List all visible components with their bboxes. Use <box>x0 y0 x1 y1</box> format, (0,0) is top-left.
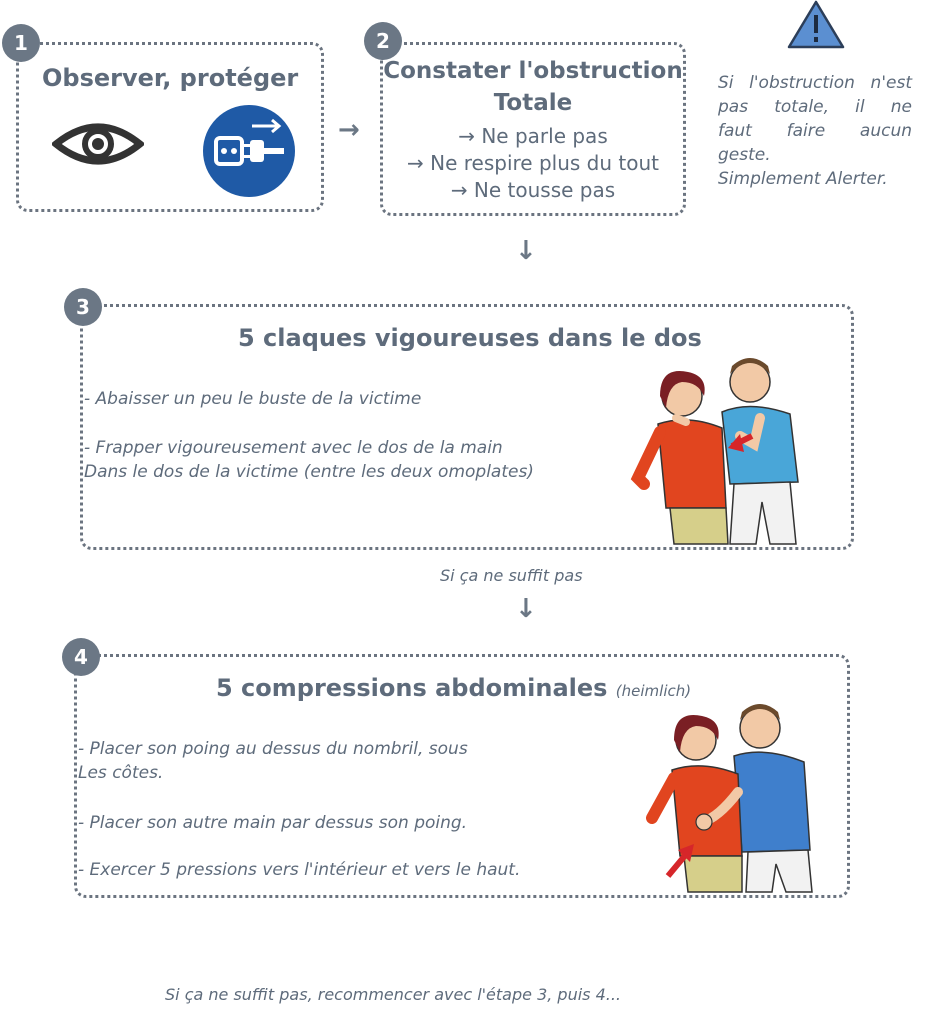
unplug-icon <box>202 104 296 198</box>
step3-instr-2b: Dans le dos de la victime (entre les deux omoplates) <box>84 462 534 482</box>
step2-badge: 2 <box>364 22 402 60</box>
step2-item-1: → Ne parle pas <box>458 124 608 148</box>
warning-line-5: Simplement Alerter. <box>718 169 888 189</box>
arrow-right: → <box>338 115 360 145</box>
step4-title <box>216 674 691 702</box>
step3-instr-1: - Abaisser un peu le buste de la victime <box>84 389 422 409</box>
eye-icon <box>52 118 144 170</box>
step4-instr-2: - Placer son autre main par dessus son poing. <box>78 813 468 833</box>
step2-item-3: → Ne tousse pas <box>450 178 616 202</box>
step4-instr-1b: Les côtes. <box>78 763 164 783</box>
step4-title-note: (heimlich) <box>615 682 692 700</box>
back-blows-illustration <box>630 352 806 546</box>
warning-line-2: pas totale, il ne <box>718 97 912 117</box>
step4-badge: 4 <box>62 638 100 676</box>
step1-title: Observer, protéger <box>42 64 299 92</box>
step4-instr-1a: - Placer son poing au dessus du nombril, sous <box>78 739 468 759</box>
warning-icon <box>786 0 846 50</box>
warning-line-3: faut faire aucun <box>718 121 912 141</box>
warning-line-1: Si l'obstruction n'est <box>718 73 912 93</box>
footer-text: Si ça ne suffit pas, recommencer avec l'étape 3, puis 4... <box>165 985 622 1004</box>
warning-line-4: geste. <box>718 145 771 165</box>
step2-title-line1: Constater l'obstruction <box>383 58 683 84</box>
arrow-down-2: ↓ <box>515 594 537 624</box>
step4-instr-3: - Exercer 5 pressions vers l'intérieur et vers le haut. <box>78 860 521 880</box>
abdominal-thrusts-illustration <box>638 700 818 894</box>
step4-title-main: 5 compressions abdominales <box>216 674 608 702</box>
step3-instr-2a: - Frapper vigoureusement avec le dos de la main <box>84 438 503 458</box>
step1-badge: 1 <box>2 24 40 62</box>
arrow-down-1: ↓ <box>515 236 537 266</box>
step3-title: 5 claques vigoureuses dans le dos <box>238 324 702 352</box>
step2-item-2: → Ne respire plus du tout <box>407 151 659 175</box>
step3-badge: 3 <box>64 288 102 326</box>
step2-title-line2: Totale <box>493 90 573 116</box>
transition-text: Si ça ne suffit pas <box>440 566 583 585</box>
